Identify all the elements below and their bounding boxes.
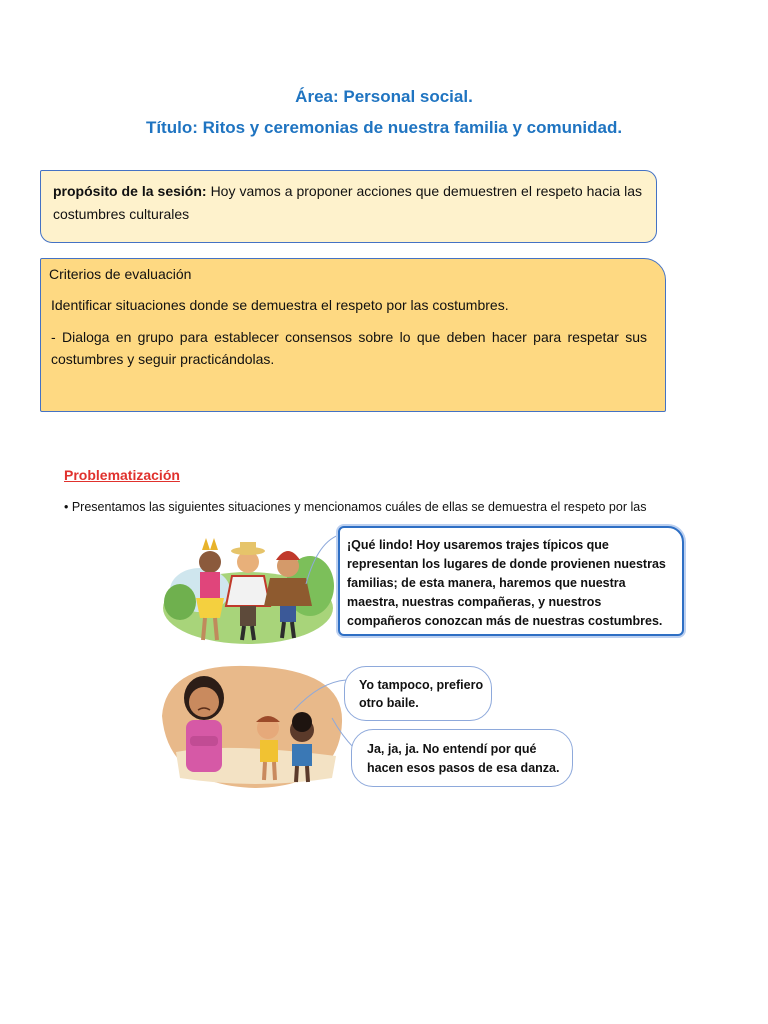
proposito-box [40,170,657,243]
speech-bubble-tail [290,672,350,712]
speech-bubble-costumes: ¡Qué lindo! Hoy usaremos trajes típicos que representan los lugares de donde provienen nuestras familias; de esta manera, haremos que nuestra maestra, nuestras compañeras, y nuestros compañeros conozcan más de nuestras costumbres. [338,526,684,636]
criterios-title: Criterios de evaluación [49,266,192,282]
area-heading: Área: Personal social. [295,87,473,106]
criterios-box [40,258,666,412]
speech-bubble-yo-tampoco: Yo tampoco, prefiero otro baile. [344,666,492,721]
criterio-item: Identificar situaciones donde se demuestra el respeto por las costumbres. [51,297,509,313]
proposito-text: Hoy vamos a proponer acciones que demuestren el respeto hacia las costumbres culturales [53,183,643,222]
criterio-item: - Dialoga en grupo para establecer consensos sobre lo que deben hacer para respetar sus costumbres y seguir practicándolas. [51,329,647,367]
speech-bubble-ja-ja: Ja, ja, ja. No entendí por qué hacen esos pasos de esa danza. [351,729,573,787]
problematizacion-title: Problematización [64,467,180,483]
proposito-label: propósito de la sesión: [53,183,207,199]
problematizacion-intro: • Presentamos las siguientes situaciones y mencionamos cuáles de ellas se demuestra el respeto por las [64,500,647,514]
title-heading: Título: Ritos y ceremonias de nuestra familia y comunidad. [145,118,623,137]
